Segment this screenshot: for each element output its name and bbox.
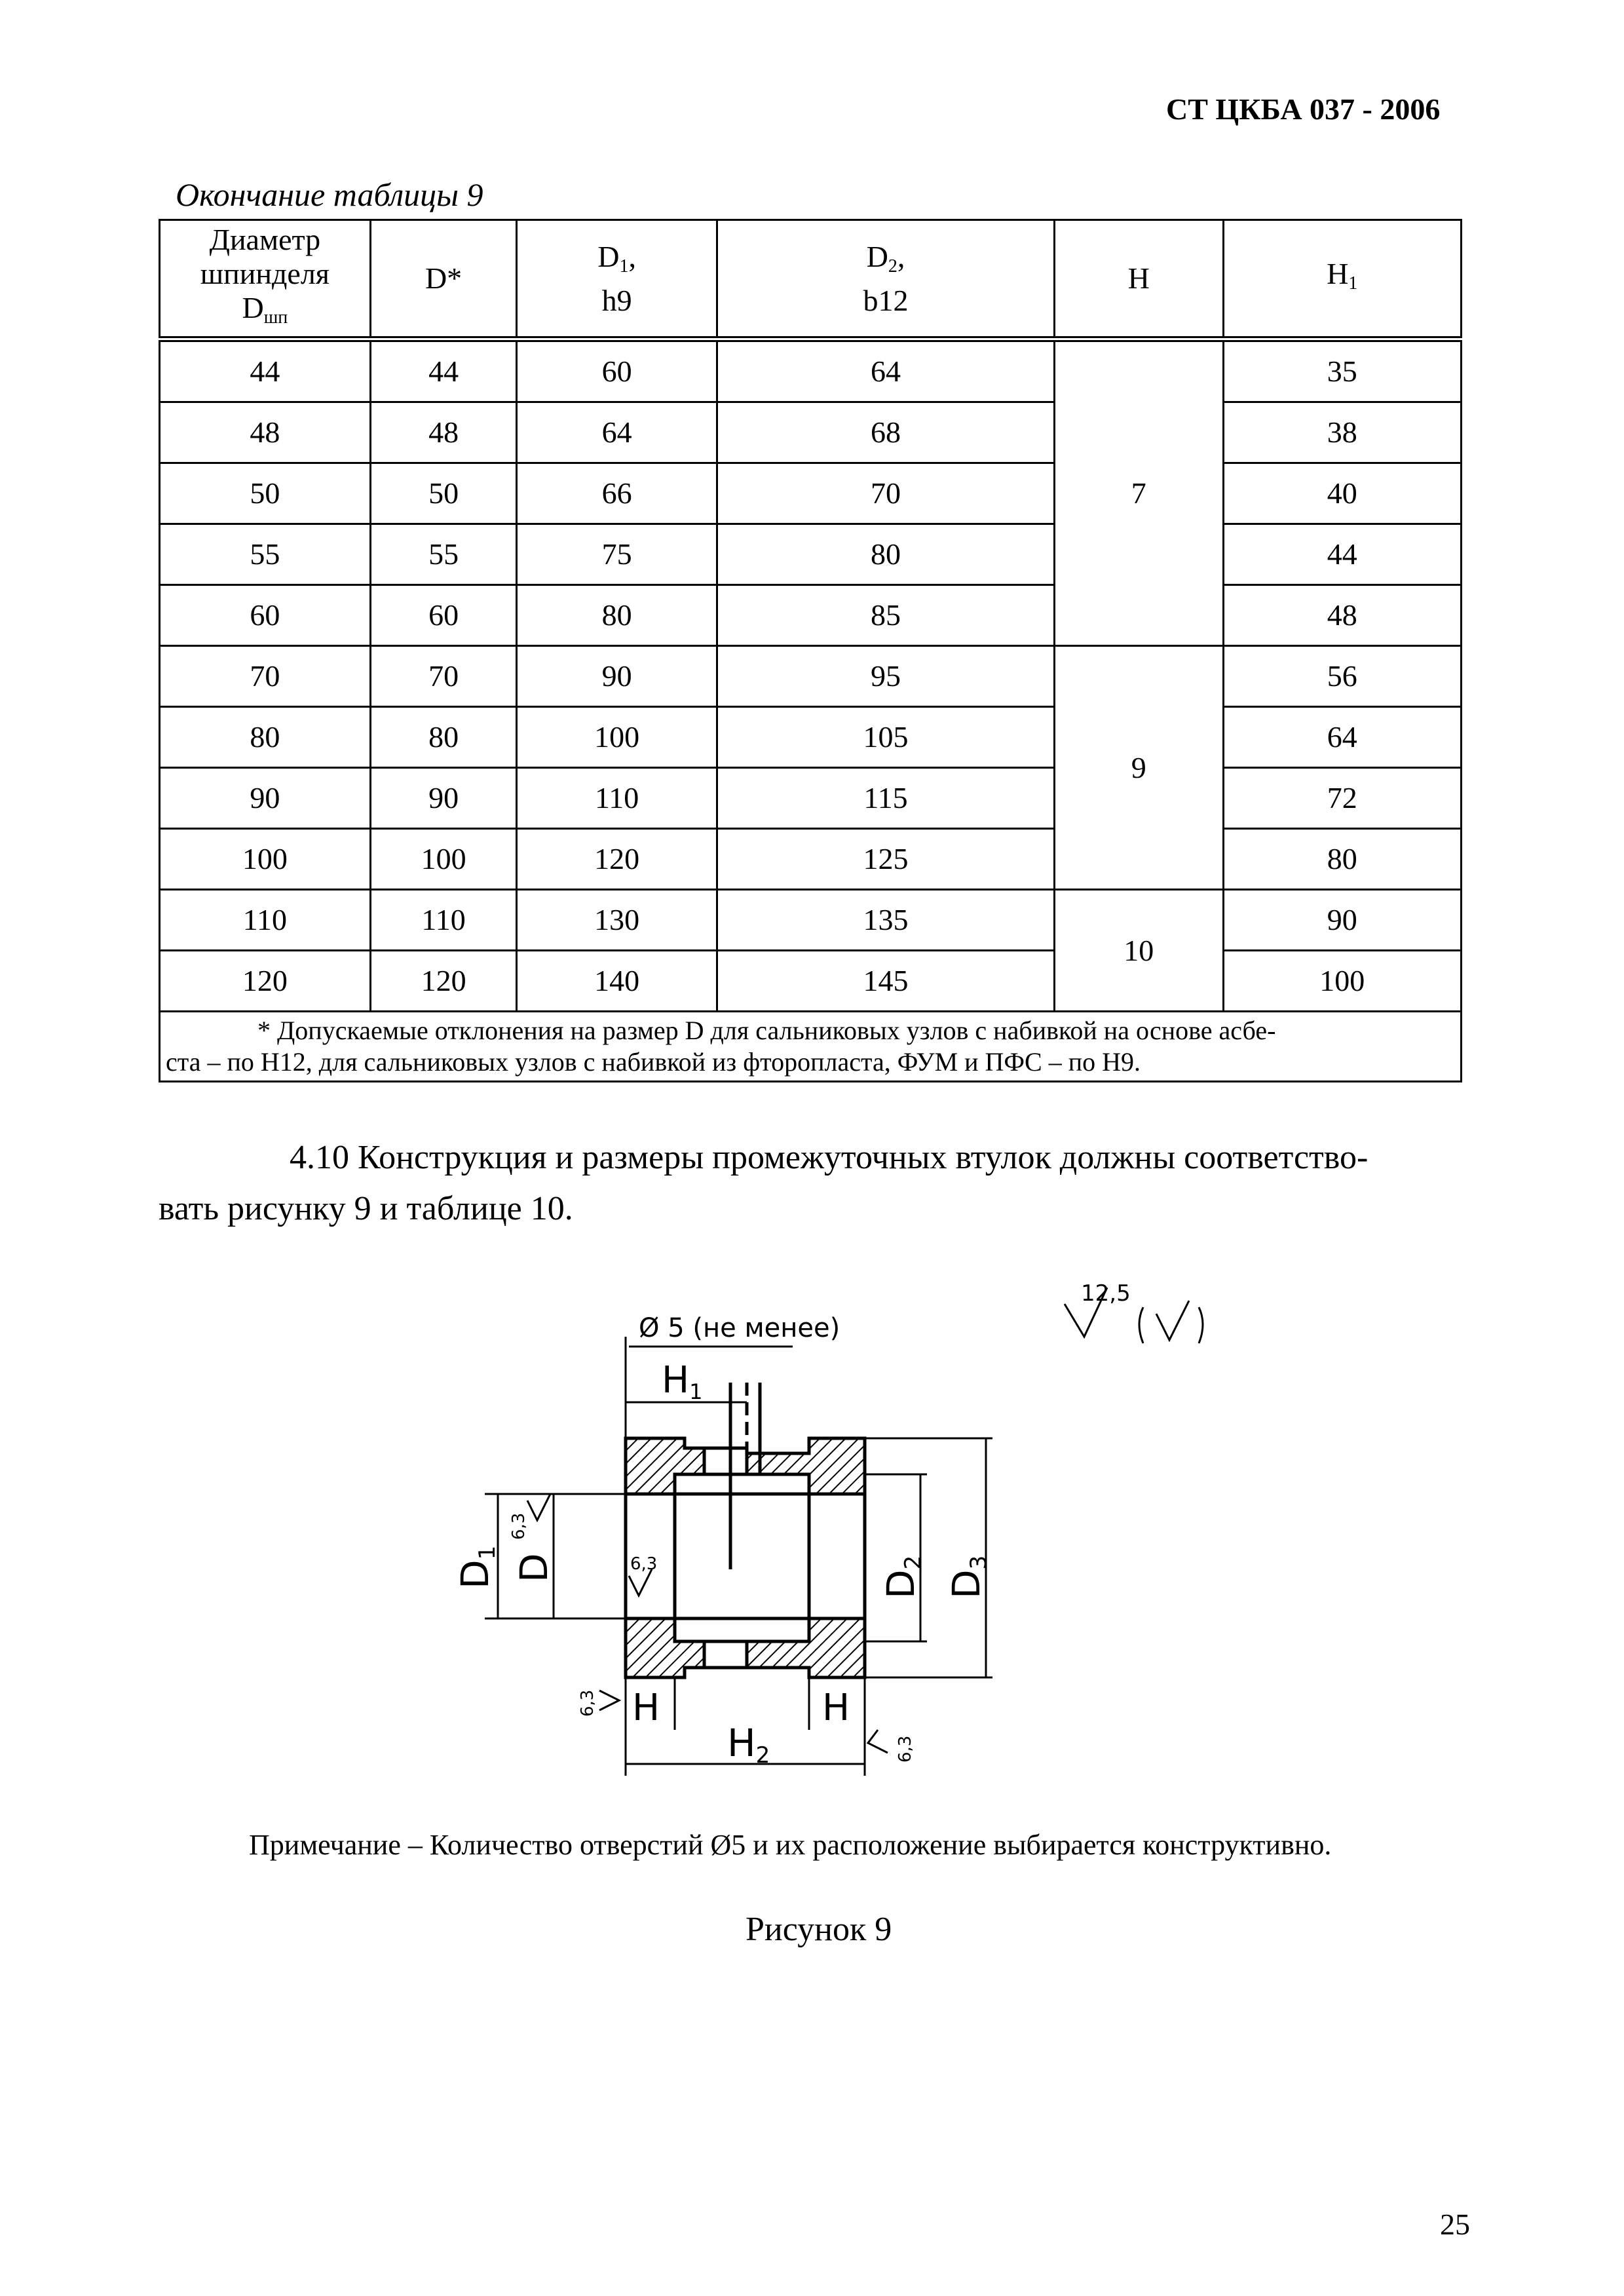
cell-d2: 105 [717,707,1054,768]
cell-d2: 64 [717,339,1054,402]
cell-d2: 68 [717,402,1054,463]
cell-d1: 80 [517,585,717,646]
cell-h1: 80 [1223,829,1461,890]
cell-d: 60 [370,585,517,646]
table-footnote: * Допускаемые отклонения на размер D для сальниковых узлов с набивкой на основе асбе- ста – по Н12, для сальниковых узлов с набивкой из фторопласта, ФУМ и ПФС – по Н9. [160,1012,1462,1082]
cell-dsp: 100 [160,829,371,890]
cell-h-group: 7 [1055,339,1224,646]
roughness-local-label: 6,3 [896,1735,915,1763]
cell-d: 90 [370,768,517,829]
cell-dsp: 50 [160,463,371,524]
cell-d1: 100 [517,707,717,768]
roughness-main-label: 12,5 [1081,1280,1131,1307]
dim-d1-label: D1 [453,1545,500,1589]
cell-dsp: 60 [160,585,371,646]
dim-h1-label: H1 [662,1359,703,1404]
cell-d: 110 [370,890,517,951]
cell-h-group: 9 [1055,646,1224,890]
cell-d2: 125 [717,829,1054,890]
cell-dsp: 90 [160,768,371,829]
header-spindle-diameter: Диаметр шпинделя $D_{шп}$ [160,220,371,339]
header-h1: $H_1$ [1223,220,1461,339]
dim-h-left-label: H [632,1687,660,1729]
cell-d2: 80 [717,524,1054,585]
cell-d1: 90 [517,646,717,707]
cell-h1: 35 [1223,339,1461,402]
cell-h1: 44 [1223,524,1461,585]
cell-d1: 120 [517,829,717,890]
dim-d2-label: D2 [878,1555,926,1599]
cell-d2: 70 [717,463,1054,524]
cell-h-group: 10 [1055,890,1224,1012]
cell-dsp: 80 [160,707,371,768]
cell-d: 44 [370,339,517,402]
cell-dsp: 110 [160,890,371,951]
cell-d1: 110 [517,768,717,829]
figure-caption: Рисунок 9 [746,1911,892,1948]
cell-dsp: 120 [160,951,371,1012]
roughness-local-label: 6,3 [578,1689,597,1717]
table-caption: Окончание таблицы 9 [176,176,483,213]
cell-dsp: 70 [160,646,371,707]
dim-h2-label: H2 [727,1721,770,1769]
cell-d: 70 [370,646,517,707]
cell-d: 80 [370,707,517,768]
cell-h1: 48 [1223,585,1461,646]
cell-d: 100 [370,829,517,890]
cell-d1: 66 [517,463,717,524]
cell-h1: 90 [1223,890,1461,951]
cell-d2: 135 [717,890,1054,951]
header-d1: $D_1$, h9 [517,220,717,339]
cell-d1: 60 [517,339,717,402]
cell-d1: 75 [517,524,717,585]
figure-note: Примечание – Количество отверстий Ø5 и их расположение выбирается конструктивно. [249,1829,1332,1861]
cell-h1: 38 [1223,402,1461,463]
cell-h1: 72 [1223,768,1461,829]
cell-d1: 130 [517,890,717,951]
document-code: СТ ЦКБА 037 - 2006 [1166,92,1441,126]
cell-d2: 95 [717,646,1054,707]
dim-d3-label: D3 [944,1555,992,1599]
cell-dsp: 48 [160,402,371,463]
cell-h1: 100 [1223,951,1461,1012]
dim-d-label: D [512,1553,556,1582]
cell-h1: 56 [1223,646,1461,707]
roughness-local-label: 6,3 [509,1512,529,1540]
cell-d2: 85 [717,585,1054,646]
cell-d1: 140 [517,951,717,1012]
cell-h1: 40 [1223,463,1461,524]
header-d: D* [370,220,517,339]
cell-h1: 64 [1223,707,1461,768]
cell-d: 48 [370,402,517,463]
dim-h-right-label: H [822,1687,850,1729]
section-paragraph: 4.10 Конструкция и размеры промежуточных втулок должны соответство- вать рисунку 9 и таблице 10. [159,1139,1369,1227]
cell-d2: 115 [717,768,1054,829]
hole-diameter-label: Ø 5 (не менее) [639,1313,840,1343]
cell-d: 120 [370,951,517,1012]
header-d2: $D_2$, b12 [717,220,1054,339]
roughness-local-label: 6,3 [630,1554,658,1574]
cell-dsp: 44 [160,339,371,402]
cell-dsp: 55 [160,524,371,585]
page-number: 25 [1440,2208,1470,2241]
header-h: H [1055,220,1224,339]
cell-d2: 145 [717,951,1054,1012]
cell-d1: 64 [517,402,717,463]
cell-d: 55 [370,524,517,585]
cell-d: 50 [370,463,517,524]
bushing-section [626,1383,865,1677]
